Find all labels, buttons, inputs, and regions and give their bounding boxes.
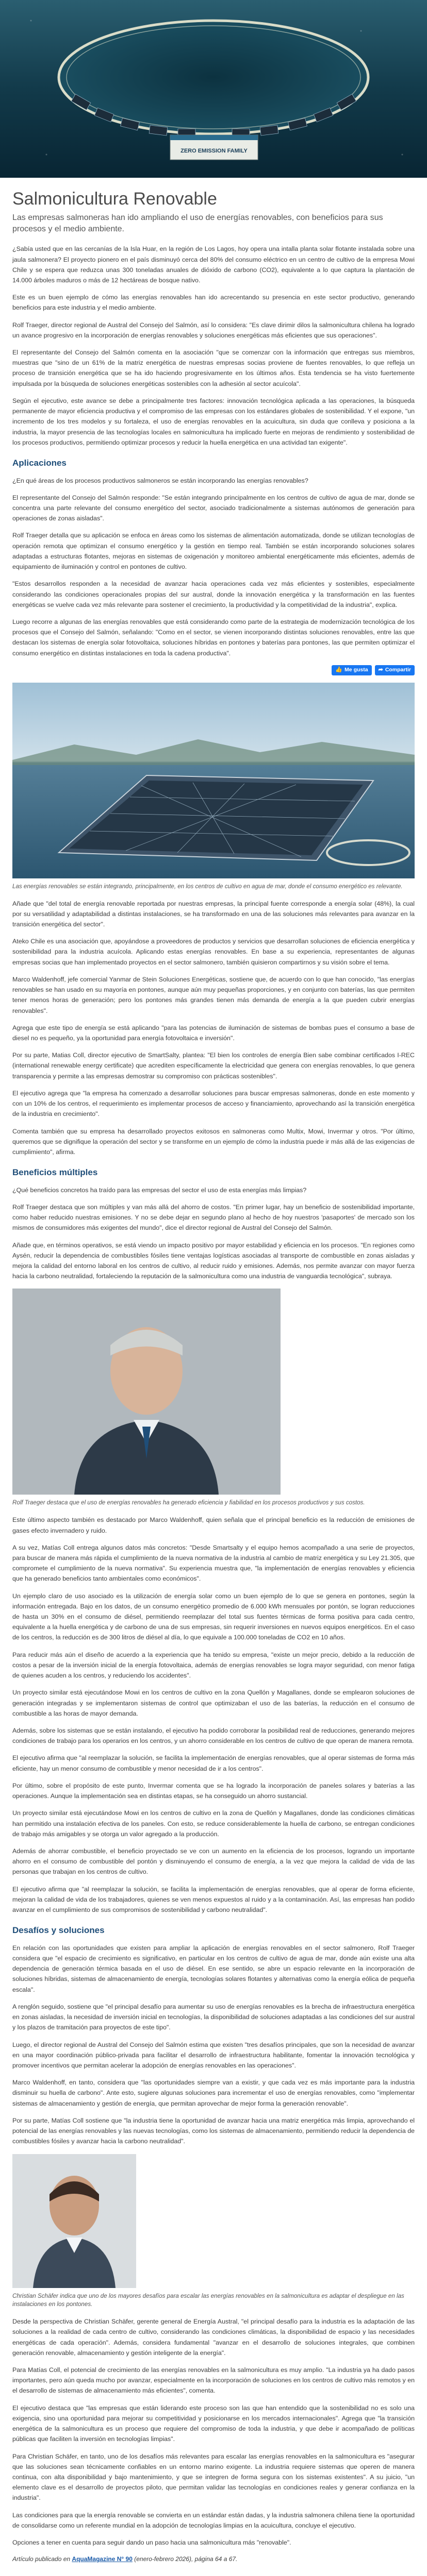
body-paragraph: Luego recorre a algunas de las energías renovables que está considerando como parte de la estrategia de modernización tecnológica de los procesos que el Consejo del Salmón, señalando: "Como en el sector, se vienen incorporando distintas soluciones renovables, entre las que destacan los sistemas de energía solar fotovoltaica, soluciones híbridas en pontones y baterías para pontones, las que permiten optimizar el consumo energético en distintas instalaciones en toda la cadena productiva". [12, 618, 415, 657]
section-heading-aplicaciones: Aplicaciones [12, 458, 67, 468]
body-paragraph: Este último aspecto también es destacado por Marco Waldenhoff, quien señala que el principal beneficio es la reducción de emisiones de gases efecto invernadero y ruido. [12, 1516, 415, 1534]
body-paragraph: Para reducir más aún el diseño de acuerdo a la experiencia que ha tenido su empresa, "existe un mejor precio, debido a la reducción de costos a pesar de la inversión inicial de la energía fotovoltaica, además de energías renovables se logra mayor seguridad, con menor fatiga de quienes acuden a los centros, y reduciendo los accidentes". [12, 1651, 415, 1680]
figure1-caption: Las energías renovables se están integrando, principalmente, en los centros de cultivo en agua de mar, donde el consumo energético es relevante. [12, 883, 403, 890]
body-paragraph: Rolf Traeger destaca que son múltiples y van más allá del ahorro de costos. "En primer lugar, hay un beneficio de sostenibilidad importante, como haber reducido nuestras emisiones. Y no se debe dejar en segundo plano al hecho de hoy nuestros 'pasaportes' de mercado son los mismos de consumidores más exigentes del mundo", dice el director regional de Austral del Consejo del Salmón. [12, 1203, 415, 1232]
like-button[interactable] [332, 665, 371, 675]
body-paragraph: Añade que, en términos operativos, se está viendo un impacto positivo por mayor estabilidad y eficiencia en los procesos. "En regiones como Aysén, reducir la dependencia de combustibles fósiles tiene ventajas logísticas asociadas al transporte de combustible en zonas aisladas y mejora la calidad del entorno laboral en los centros de cultivo, al reducir ruido y emisiones. Además, nos permite avanzar con mayor fuerza hacia la carbono neutralidad, fortaleciendo la reputación de la salmonicultura como una industria de vanguardia tecnológica", subraya. [12, 1241, 415, 1280]
intro-paragraph: Según el ejecutivo, este avance se debe a principalmente tres factores: innovación tecnológica aplicada a las operaciones, la búsqueda permanente de mayor eficiencia productiva y el compromiso de las empresas con los estándares globales de sostenibilidad. Y el expone, "un incremento de los tres modelos y su fortaleza, el uso de energías renovables en la acuicultura, sin duda que conlleva y posiciona a la industria, la mayor presencia de las tecnologías locales en salmonicultura ha implicado fuerte en mejoras de rendimiento y sostenibilidad de los procesos productivos, permitiendo optimizar procesos y reducir la huella energética en una actividad tan exigente". [12, 397, 415, 446]
body-paragraph: ¿Qué beneficios concretos ha traído para las empresas del sector el uso de esta energías más limpias? [12, 1186, 307, 1194]
figure1-image [12, 683, 415, 878]
article [0, 189, 427, 2576]
body-paragraph: Agrega que este tipo de energía se está aplicando "para las potencias de iluminación de sistemas de bombas pues el consumo a base de diesel no es pequeño, ya la oportunidad para energía fotovoltaica e inversión". [12, 1024, 415, 1042]
body-paragraph: Por su parte, Matías Coll sostiene que "la industria tiene la oportunidad de avanzar hacia una matriz energética más limpia, aprovechando el potencial de las energías renovables y las nuevas tecnologías, como los sistemas de almacenamiento, permitiendo reducir la dependencia de combustibles fósiles y avanzar hacia la carbono neutralidad". [12, 2116, 415, 2145]
intro-paragraph: ¿Sabía usted que en las cercanías de la Isla Huar, en la región de Los Lagos, hoy opera una intalla planta solar flotante instalada sobre una jaula salmonera? El proyecto pionero en el país disminuyó cerca del 80% del consumo eléctrico en un centro de cultivo de la empresa Mowi Chile y se espera que reduzca unas 300 toneladas anuales de dióxido de carbono (CO2), equivalente a lo que captura la plantación de 14.000 árboles maduros o más de 12 hectáreas de bosque nativo. [12, 245, 415, 284]
publication-note [12, 2554, 415, 2564]
body-paragraph: ¿En qué áreas de los procesos productivos salmoneros se están incorporando las energías renovables? [12, 477, 308, 484]
body-paragraph: Un ejemplo claro de uso asociado es la utilización de energía solar como un buen ejemplo de lo que se genera en pontones, según la información entregada. Bajo en los datos, de un consumo energético promedio de 6.000 kWh mensuales por pontón, se logran reducciones de hasta un 30% en el consumo de diésel, permitiendo reemplazar del total sus fuentes térmicas de forma positiva para cada centro, equivalente a la huella energética y de carbono de una de sus empresas, sin requerir inversiones en nuevos equipos energéticos. En el caso de los centros, la reducción es de 300 litros de diésel al día, lo que equivale a 100.000 toneladas de CO2 en 10 años. [12, 1592, 415, 1641]
body-paragraph: Además, sobre los sistemas que se están instalando, el ejecutivo ha podido corroborar la posibilidad real de reducciones, generando mejores condiciones de trabajo para los operarios en los centros, y un ahorro considerable en los centros de cultivo de que operan de manera remota. [12, 1727, 415, 1745]
hero-illustration [0, 0, 427, 178]
body-paragraph: El ejecutivo agrega que "la empresa ha comenzado a desarrollar soluciones para buscar empresas salmoneras, donde en este momento y con un 10% de los centros, el requerimiento es implementar procesos de acceso y financiamiento, aprovechando así la transición energética de la industria en crecimiento". [12, 1089, 415, 1118]
body-paragraph: Un proyecto similar está ejecutándose Mowi en los centros de cultivo en la zona de Quellón y Magallanes, donde las condiciones climáticas han permitido una instalación efectiva de los paneles. Con esto, se reduce considerablemente la huella de carbono, se entregan condiciones de trabajo más amigables y se otorga un valor agregado a la producción. [12, 1809, 415, 1838]
section-heading-beneficios: Beneficios múltiples [12, 1167, 98, 1178]
body-paragraph: "Estos desarrollos responden a la necesidad de avanzar hacia operaciones cada vez más eficientes y sostenibles, especialmente considerando las condiciones operacionales propias del sur austral, donde la innovación energética y la transformación en las fuentes energéticas se vuelve cada vez más relevante para sostener el crecimiento, la productividad y la competitividad de la industria", explica. [12, 580, 415, 608]
body-paragraph: Un proyecto similar está ejecutándose Mowi en los centros de cultivo en la zona Quellón y Magallanes, donde se emplearon soluciones de generación integradas y se implementaron sistemas de control que optimizaban el uso de las baterías, la reducción en el consumo de combustible a las horas de mayor demanda. [12, 1689, 415, 1717]
publication-prefix: Artículo publicado en [12, 2555, 72, 2563]
body-paragraph: Por último, sobre el propósito de este punto, Invermar comenta que se ha logrado la incorporación de paneles solares y baterías a las operaciones. Aunque la implementación sea en distintas etapas, se ha conseguido un ahorro sustancial. [12, 1782, 415, 1800]
body-paragraph: El representante del Consejo del Salmón responde: "Se están integrando principalmente en los centros de cultivo de agua de mar, donde se concentra una parte relevante del consumo energético del sector, asociado tradicionalmente a sistemas autónomos de generación para operaciones de zonas aisladas". [12, 494, 415, 522]
body-paragraph: Rolf Traeger detalla que su aplicación se enfoca en áreas como los sistemas de alimentación automatizada, donde se utilizan tecnologías de operación remota que optimizan el consumo energético y la gestión en tiempo real. También se están incorporando soluciones solares adaptadas a estructuras flotantes, mejoras en sistemas de oxigenación y monitoreo ambiental energéticamente más eficientes, además de equipamiento de iluminación y control en pontones de cultivo. [12, 532, 415, 571]
publication-suffix: (enero-febrero 2026), página 64 a 67. [132, 2555, 238, 2563]
figure-portrait-traeger [12, 1289, 415, 1495]
body-paragraph: En relación con las oportunidades que existen para ampliar la aplicación de energías renovables en el sector salmonero, Rolf Traeger considera que "el espacio de crecimiento es significativo, en particular en los centros de cultivo de agua de mar, donde aún existe una alta dependencia de generación térmica basada en el uso de diésel. En ese sentido, se abre un espacio relevante en la incorporación de soluciones híbridas, sistemas de almacenamiento de energía, tecnologías solares flotantes y alternativas como la energía eólica de pequeña escala". [12, 1944, 415, 1993]
intro-paragraph: Este es un buen ejemplo de cómo las energías renovables han ido acrecentando su presencia en este sector productivo, generando beneficios para este industria y el medio ambiente. [12, 294, 415, 312]
share-label: Compartir [385, 667, 411, 673]
body-paragraph: Para Christian Schäfer, en tanto, uno de los desafíos más relevantes para escalar las energías renovables en la salmonicultura es "asegurar que las soluciones sean técnicamente confiables en un entorno marino exigente. La industria requiere sistemas que operen de manera continua, con alta disponibilidad y bajo mantenimiento, y que se integren de forma segura con los sistemas existentes". A su juicio, "un elemento clave es el desarrollo de proyectos piloto, que permitan validar las tecnologías en condiciones reales y generar confianza en la industria". [12, 2452, 415, 2502]
article-title: Salmonicultura Renovable [12, 189, 217, 209]
thumbs-up-icon: 👍 [335, 666, 343, 673]
publication-link[interactable]: AquaMagazine N° 90 [72, 2555, 133, 2563]
body-paragraph: Para Matías Coll, el potencial de crecimiento de las energías renovables en la salmonicultura es muy amplio. "La industria ya ha dado pasos importantes, pero aún queda mucho por avanzar, especialmente en la incorporación de soluciones en los centros de cultivo más remotos y en el desarrollo de sistemas de almacenamiento más eficientes", comenta. [12, 2366, 415, 2395]
figure-portrait-schafer [12, 2154, 415, 2288]
body-paragraph: A renglón seguido, sostiene que "el principal desafío para aumentar su uso de energías renovables es la brecha de infraestructura energética en zonas aisladas, la necesidad de inversión inicial en tecnologías, la disponibilidad de soluciones adaptadas a las condiciones del sur austral y los plazos de tramitación para proyectos de este tipo". [12, 2003, 415, 2031]
body-paragraph: Marco Waldenhoff, jefe comercial Yanmar de Stein Soluciones Energéticas, sostiene que, de acuerdo con lo que han conocido, "las energías renovables se han usado en su mayoría en pontones, aunque aún muy pequeñas proporciones, y en conjunto con baterías, las que permiten tener menos horas de generación; pero los pontones más grandes tienen más demanda de energía a la que pueden cubrir energías renovables". [12, 975, 415, 1014]
body-paragraph: Desde la perspectiva de Christian Schäfer, gerente general de Energía Austral, "el principal desafío para la industria es la adaptación de las soluciones a la realidad de cada centro de cultivo, considerando las condiciones climáticas, la disponibilidad de espacio y las necesidades energéticas de cada operación". Además, considera fundamental "avanzar en el desarrollo de soluciones integrales, que combinen generación renovable, almacenamiento y gestión inteligente de la energía". [12, 2318, 415, 2357]
intro-paragraph: Rolf Traeger, director regional de Austral del Consejo del Salmón, así lo considera: "Es clave dirimir dilos la salmonicultura chilena ha logrado un avance progresivo en la incorporación de energías renovables y soluciones energéticas más eficientes que sus operaciones". [12, 321, 415, 339]
figure2-caption: Rolf Traeger destaca que el uso de energías renovables ha generado eficiencia y fiabilidad en los procesos productivos y sus costos. [12, 1499, 365, 1506]
body-paragraph: Por su parte, Matias Coll, director ejecutivo de SmartSalty, plantea: "El bien los controles de energía Bien sabe combinar certificados I-REC (international renewable energy certificate) que acrediten específicamente la electricidad que genera con energías renovables, lo que genera transparencia y permite a las empresas demostrar su compromiso con prácticas sostenibles". [12, 1052, 415, 1080]
share-button[interactable] [375, 665, 415, 675]
figure3-caption: Christian Schäfer indica que uno de los mayores desafíos para escalar las energías renovables en la salmonicultura es adaptar el despliegue en las instalaciones en los pontones. [12, 2292, 404, 2308]
body-paragraph: El ejecutivo afirma que "al reemplazar la solución, se facilita la implementación de energías renovables, que al operar sistemas de forma más eficiente, hay un menor consumo de combustible y menor necesidad de ir a los centros". [12, 1754, 415, 1772]
barge [170, 135, 258, 160]
intro-paragraph: El representante del Consejo del Salmón comenta en la asociación "que se comenzar con la información que entregas sus miembros, muestras que "sino de un 61% de la matriz energética de nuestras empresas socias proviene de fuentes renovables, lo que refleja un proceso de transición energética que se ha ido haciendo progresivamente en los últimos años. Esta tendencia se ha visto fuertemente impulsada por la búsqueda de soluciones energéticas sostenibles con la adhesión al sector acuícola". [12, 349, 415, 387]
like-label: Me gusta [344, 667, 368, 673]
body-paragraph: Añade que "del total de energía renovable reportada por nuestras empresas, la principal fuente corresponde a energía solar (48%), la cual por su versatilidad y adaptabilidad a distintas instalaciones, se ha transformado en una de las soluciones más relevantes para avanzar en la transición energética del sector". [12, 900, 415, 928]
body-paragraph: Además de ahorrar combustible, el beneficio proyectado se ve con un aumento en la eficiencia de los procesos, logrando un importante ahorro en el consumo de combustible del pontón y disminuyendo el consumo de energía, a la vez que mejora la calidad de vida de las personas que trabajan en los centros de cultivo. [12, 1847, 415, 1876]
body-paragraph: Luego, el director regional de Austral del Consejo del Salmón estima que existen "tres desafíos principales, que son la necesidad de avanzar en una mayor coordinación público-privada para facilitar el desarrollo de infraestructura habilitante, fomentar la innovación tecnológica y promover incentivos que permitan acelerar la adopción de energías renovables en las operaciones". [12, 2041, 415, 2069]
figure2-image [12, 1289, 281, 1495]
body-paragraph: Ateko Chile es una asociación que, apoyándose a proveedores de productos y servicios que desarrollan soluciones de eficiencia energética y sostenibilidad para la industria acuícola. Aplicando estas energías renovables. En base a su experiencia, representantes de algunas empresas socias que han implementado proyectos en el sector salmonero, también quisieron compartirnos y su visión sobre el tema. [12, 938, 415, 966]
figure-solar-pen [12, 683, 415, 878]
article-subtitle: Las empresas salmoneras han ido ampliando el uso de energías renovables, con beneficios para sus procesos y el medio ambiente. [12, 213, 383, 233]
figure3-image [12, 2154, 136, 2288]
body-paragraph: Comenta también que su empresa ha desarrollado proyectos exitosos en salmoneras como Multix, Mowi, Invermar y otros. "Por último, queremos que se dignifique la operación del sector y se transforme en un ejemplo de cómo la industria puede ir más allá de las exigencias de cumplimiento", afirma. [12, 1127, 415, 1156]
body-paragraph: Opciones a tener en cuenta para seguir dando un paso hacia una salmonicultura más "renovable". [12, 2539, 291, 2547]
section-heading-desafios: Desafíos y soluciones [12, 1925, 105, 1936]
body-paragraph: Marco Waldenhoff, en tanto, considera que "las oportunidades siempre van a existir, y que cada vez es más importante para la industria disminuir su huella de carbono". Ante esto, sugiere algunas soluciones para incrementar el uso de energías renovables, como "implementar sistemas de almacenamiento y gestión de energía, que permitan aprovechar de mejor forma la generación renovable". [12, 2079, 415, 2107]
hero-image [0, 0, 427, 178]
share-icon: ➦ [378, 666, 383, 673]
share-bar [12, 665, 415, 675]
body-paragraph: El ejecutivo afirma que "al reemplazar la solución, se facilita la implementación de energías renovables, que al operar de forma eficiente, mejoran la calidad de vida de los trabajadores, quienes se ven menos expuestos al ruido y a la contaminación. Así, las empresas han podido avanzar en el cumplimiento de sus compromisos de sostenibilidad y carbono neutralidad". [12, 1885, 415, 1914]
body-paragraph: A su vez, Matías Coll entrega algunos datos más concretos: "Desde Smartsalty y el equipo hemos acompañado a una serie de proyectos, para buscar de manera más rápida el cumplimiento de la nueva normativa de la industria al cambio de matriz energética y su Ley 21.305, que compromete el cumplimiento de la nueva normativa". Su experiencia muestra que, "la implementación de energías renovables y eficiencia que ha generado beneficios tanto ambientales como económicos". [12, 1544, 415, 1583]
hero-brand-text: ZERO EMISSION FAMILY [180, 148, 248, 154]
body-paragraph: El ejecutivo destaca que "las empresas que están liderando este proceso son las que han entendido que la sostenibilidad no es solo una exigencia, sino una oportunidad para mejorar su competitividad y posicionarse en los mercados internacionales". Agrega que "la transición energética de la salmonicultura es un proceso que requiere del compromiso de toda la industria, y que debe ir acompañado de políticas públicas que faciliten la inversión en tecnologías limpias". [12, 2404, 415, 2443]
body-paragraph: Las condiciones para que la energía renovable se convierta en un estándar están dadas, y la industria salmonera chilena tiene la oportunidad de consolidarse como un referente mundial en la adopción de tecnologías limpias en la acuicultura, concluye el ejecutivo. [12, 2511, 415, 2529]
